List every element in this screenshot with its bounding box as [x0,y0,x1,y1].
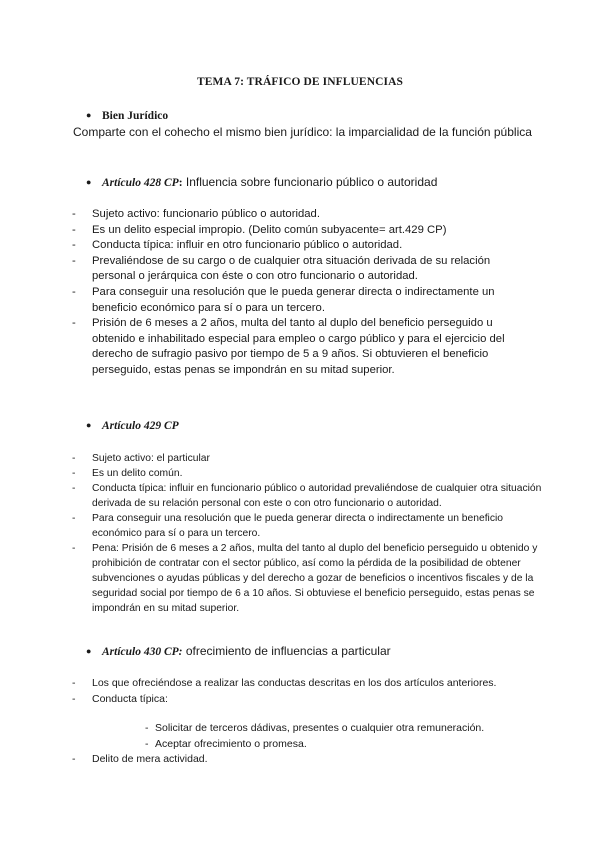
bullet-icon: ● [86,420,92,430]
section-subtitle: Influencia sobre funcionario público o autoridad [182,175,438,189]
art430-list-end [92,751,532,767]
art428-list [92,207,532,379]
list-item: - Sujeto activo: funcionario público o autoridad. [92,207,532,223]
bullet-icon: ● [86,646,92,656]
list-item: - Para conseguir una resolución que le pueda generar directa o indirectamente un beneficio económico para sí o para un tercero. [92,285,532,316]
art430-list [92,675,532,707]
list-item: - Conducta típica: influir en otro funcionario público o autoridad. [92,238,532,254]
page-title: TEMA 7: TRÁFICO DE INFLUENCIAS [197,76,403,88]
section-heading: Artículo 430 CP: [102,646,183,658]
section-subtitle: ofrecimiento de influencias a particular [182,644,391,658]
bullet-icon: ● [86,110,92,120]
section-art428 [86,174,438,191]
list-item: - Delito de mera actividad. [92,751,532,767]
list-item: - Pena: Prisión de 6 meses a 2 años, multa del tanto al duplo del beneficio perseguido u obtenido y prohibición de contratar con el sector público, así como la pérdida de la posibilidad de obtener subvenciones o ayudas públicas y del derecho a gozar de beneficios o incentivos fiscales y de la seguridad social por tiempo de 6 a 10 años. Si obtuviese el beneficio perseguido, estas penas se impondrán en su mitad superior. [92,541,542,616]
art430-sublist [155,721,484,752]
sub-list-item: - Solicitar de terceros dádivas, presentes o cualquier otra remuneración. [155,721,484,737]
list-item: - Prisión de 6 meses a 2 años, multa del tanto al duplo del beneficio perseguido u obtenido e inhabilitado especial para empleo o cargo público y para el ejercicio del derecho de sufragio pasivo por tiempo de 5 a 9 años. Si obtuvieren el beneficio perseguido, estas penas se impondrán en su mitad superior. [92,316,532,378]
section-bien-juridico [86,107,169,124]
section-heading: Artículo 428 CP [102,177,179,189]
heading-colon: : [178,177,183,189]
list-item: - Los que ofreciéndose a realizar las conductas descritas en los dos artículos anteriores. [92,675,532,691]
art429-list [92,451,542,616]
section-heading: Bien Jurídico [102,110,169,122]
list-item: - Es un delito especial impropio. (Delito común subyacente= art.429 CP) [92,223,532,239]
list-item: - Es un delito común. [92,466,542,481]
sub-list-item: - Aceptar ofrecimiento o promesa. [155,737,484,753]
list-item: - Sujeto activo: el particular [92,451,542,466]
section-art429 [86,417,179,434]
section-art430 [86,643,391,660]
bien-juridico-text: Comparte con el cohecho el mismo bien jurídico: la imparcialidad de la función pública [73,125,532,139]
section-heading: Artículo 429 CP [102,420,179,432]
list-item: - Conducta típica: [92,691,532,707]
bullet-icon: ● [86,177,92,187]
list-item: - Para conseguir una resolución que le pueda generar directa o indirectamente un beneficio económico para sí o para un tercero. [92,511,542,541]
list-item: - Conducta típica: influir en funcionario público o autoridad prevaliéndose de cualquier otra situación derivada de su relación personal con este o con otro funcionario o autoridad. [92,481,542,511]
list-item: - Prevaliéndose de su cargo o de cualquier otra situación derivada de su relación personal o jerárquica con éste o con otro funcionario o autoridad. [92,254,532,285]
